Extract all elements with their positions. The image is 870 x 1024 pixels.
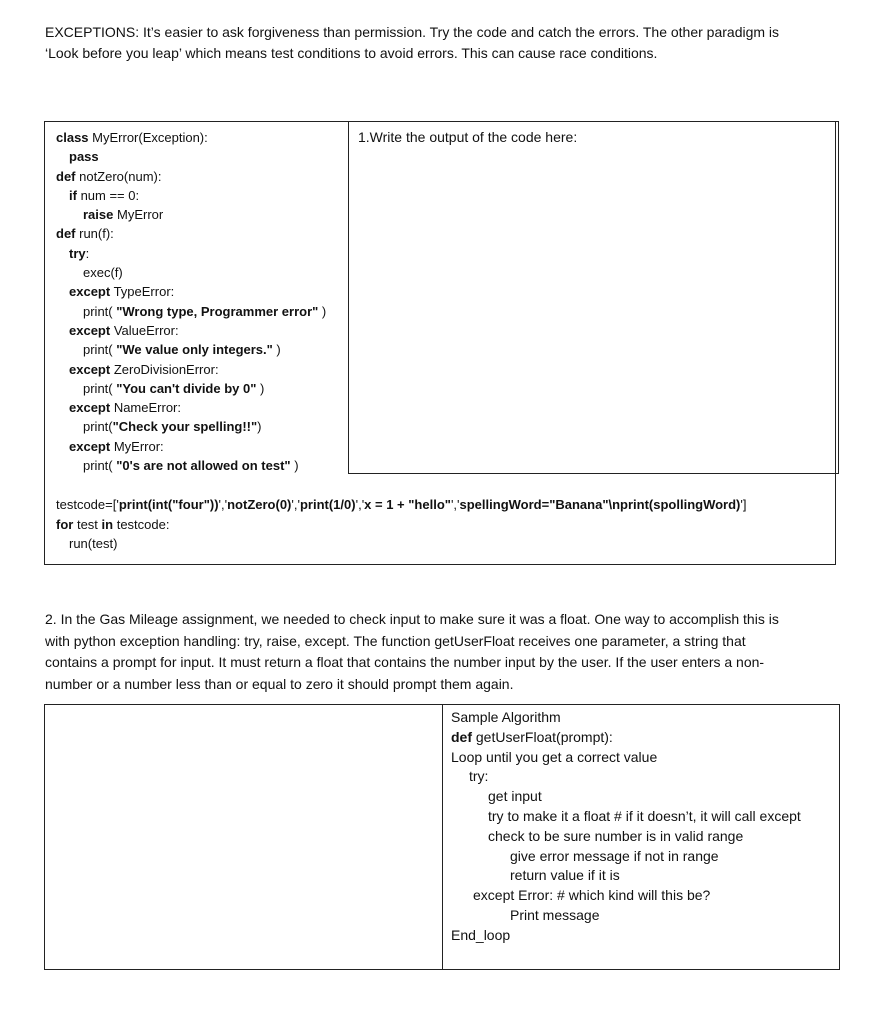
code-line: except ZeroDivisionError: xyxy=(69,361,219,377)
code-line: def run(f): xyxy=(56,226,114,242)
question2-line: with python exception handling: try, raise, except. The function getUserFloat receives one parameter, a string that xyxy=(45,632,746,649)
algorithm-line: get input xyxy=(488,788,542,805)
question2-line: contains a prompt for input. It must return a float that contains the number input by the user. If the user enters a non- xyxy=(45,654,765,670)
question2-paragraph xyxy=(45,609,835,695)
question1-table xyxy=(44,121,836,565)
code-line: print( "0's are not allowed on test" ) xyxy=(83,458,299,474)
code-line: if num == 0: xyxy=(69,187,140,203)
question2-table xyxy=(44,704,840,970)
code-line: try: xyxy=(69,245,90,261)
answer-label: 1.Write the output of the code here: xyxy=(358,129,578,145)
code-line: raise MyError xyxy=(83,207,164,223)
algorithm-line: def getUserFloat(prompt): xyxy=(451,728,613,745)
intro-line: ‘Look before you leap’ which means test conditions to avoid errors. This can cause race conditions. xyxy=(45,45,658,61)
algorithm-title: Sample Algorithm xyxy=(451,709,561,725)
answer-area-2[interactable] xyxy=(45,705,443,969)
code-line: class MyError(Exception): xyxy=(56,130,208,145)
code-line: except TypeError: xyxy=(69,284,175,300)
algorithm-line: try: xyxy=(469,768,489,785)
code-block-bottom xyxy=(56,495,746,554)
algorithm-line: Loop until you get a correct value xyxy=(451,748,658,765)
code-line: except MyError: xyxy=(69,438,164,454)
code-line: exec(f) xyxy=(83,265,123,281)
algorithm-line: except Error: # which kind will this be? xyxy=(473,887,711,904)
answer-area[interactable] xyxy=(348,121,839,474)
code-line: print("Check your spelling!!") xyxy=(83,419,262,435)
algorithm-line: give error message if not in range xyxy=(510,847,719,864)
code-block xyxy=(56,128,326,475)
code-line: pass xyxy=(69,149,99,165)
code-line: print( "Wrong type, Programmer error" ) xyxy=(83,303,327,319)
intro-paragraph xyxy=(45,22,835,64)
question2-line: number or a number less than or equal to zero it should prompt them again. xyxy=(45,675,514,692)
algorithm-line: Print message xyxy=(510,906,600,923)
algorithm-line: try to make it a float # if it doesn’t, it will call except xyxy=(488,807,801,824)
code-line: except NameError: xyxy=(69,400,181,416)
algorithm-line: return value if it is xyxy=(510,867,620,884)
code-line: for test in testcode: xyxy=(56,516,170,532)
algorithm-line: check to be sure number is in valid range xyxy=(488,827,744,844)
code-line: print( "We value only integers." ) xyxy=(83,342,281,358)
sample-algorithm xyxy=(451,708,801,946)
question2-line: 2. In the Gas Mileage assignment, we needed to check input to make sure it was a float. One way to accomplish this is xyxy=(45,611,779,627)
code-line: testcode=['print(int("four"))','notZero(0)','print(1/0)','x = 1 + "hello"','spellingWord="Banana"\nprint(spollingWord)'] xyxy=(56,497,747,512)
intro-line: EXCEPTIONS: It’s easier to ask forgiveness than permission. Try the code and catch the errors. The other paradigm is xyxy=(45,24,780,40)
code-line: print( "You can't divide by 0" ) xyxy=(83,380,265,396)
code-line: run(test) xyxy=(69,536,118,551)
code-line: except ValueError: xyxy=(69,322,179,338)
code-line: def notZero(num): xyxy=(56,168,162,184)
algorithm-line: End_loop xyxy=(451,926,511,943)
